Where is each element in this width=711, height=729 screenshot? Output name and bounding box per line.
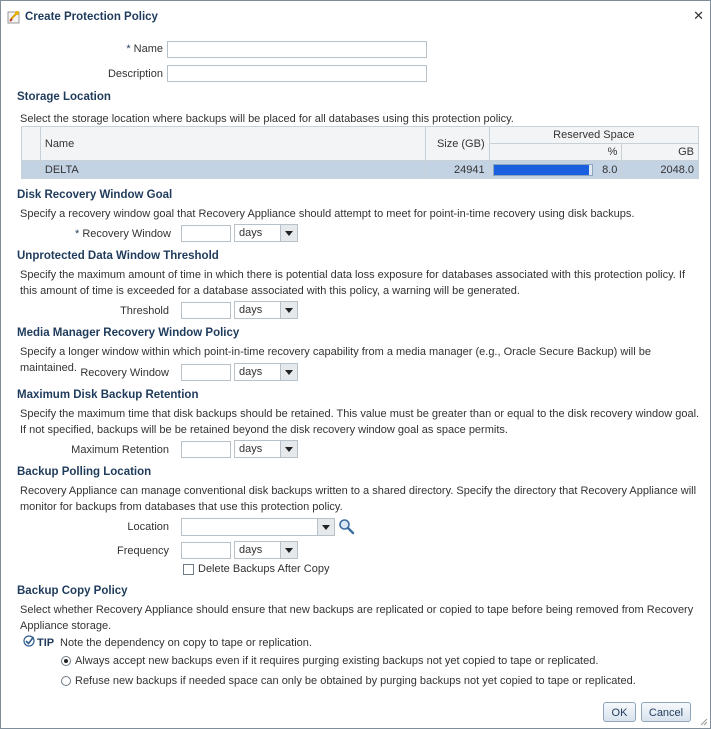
chevron-down-icon[interactable] — [280, 542, 297, 558]
location-select[interactable] — [181, 518, 335, 536]
row-percent-value: 8.0 — [602, 163, 618, 176]
copy-policy-description: Select whether Recovery Appliance should ensure that new backups are replicated or copied to tape before being removed from Recovery Appliance storage. — [20, 604, 694, 632]
row-percent — [489, 161, 622, 179]
chevron-down-icon[interactable] — [280, 302, 297, 318]
cancel-button[interactable]: Cancel — [641, 702, 691, 722]
row-selector[interactable] — [22, 161, 41, 179]
reserved-space-bar — [493, 164, 593, 176]
chevron-down-icon[interactable] — [280, 364, 297, 380]
unprotected-description: Specify the maximum amount of time in which there is potential data loss exposure for databases associated with this protection policy. If this amount of time is exceeded for a database associated with this policy, a warning will be generated. — [20, 269, 686, 297]
media-manager-description: Specify a longer window within which point-in-time recovery capability from a media manager (e.g., Oracle Secure Backup) will be maintained. — [20, 346, 651, 374]
tip-check-icon — [23, 635, 35, 647]
recovery-window-label: * Recovery Window — [75, 228, 171, 240]
frequency-input[interactable] — [181, 542, 231, 559]
copy-policy-heading: Backup Copy Policy — [17, 585, 128, 597]
dialog-titlebar — [1, 1, 710, 33]
table-selector-header — [22, 127, 41, 161]
threshold-unit-select[interactable]: days — [234, 301, 298, 319]
name-label: * Name — [126, 43, 163, 55]
unprotected-heading: Unprotected Data Window Threshold — [17, 250, 219, 262]
description-input[interactable] — [167, 65, 427, 82]
max-retention-heading: Maximum Disk Backup Retention — [17, 389, 199, 401]
option-refuse-new-label: Refuse new backups if needed space can only be obtained by purging backups not yet copied to tape or replicated. — [75, 675, 636, 687]
delete-after-copy-checkbox[interactable] — [183, 564, 194, 575]
col-header-percent[interactable]: % — [489, 144, 622, 161]
media-recovery-window-input[interactable] — [181, 364, 231, 381]
chevron-down-icon[interactable] — [317, 519, 334, 535]
recovery-window-unit-select[interactable]: days — [234, 224, 298, 242]
radio-refuse-new[interactable] — [61, 676, 71, 686]
policy-wizard-icon — [7, 10, 21, 24]
storage-location-heading: Storage Location — [17, 91, 111, 103]
media-recovery-window-unit-select[interactable]: days — [234, 363, 298, 381]
threshold-input[interactable] — [181, 302, 231, 319]
tip-label: TIP — [37, 637, 55, 649]
col-header-gb[interactable]: GB — [622, 144, 699, 161]
location-label: Location — [127, 521, 169, 533]
col-header-size[interactable]: Size (GB) — [425, 127, 489, 161]
recovery-window-input[interactable] — [181, 225, 231, 242]
polling-description: Recovery Appliance can manage conventional disk backups written to a shared directory. Specify the directory that Recovery Appliance will monitor for backups from databases that use this protection policy. — [20, 485, 697, 513]
disk-recovery-heading: Disk Recovery Window Goal — [17, 189, 173, 201]
row-size: 24941 — [425, 161, 489, 179]
radio-always-accept[interactable] — [61, 656, 71, 666]
max-retention-input[interactable] — [181, 441, 231, 458]
col-header-name[interactable]: Name — [40, 127, 425, 161]
search-icon[interactable] — [338, 518, 356, 535]
chevron-down-icon[interactable] — [280, 225, 297, 241]
chevron-down-icon[interactable] — [280, 441, 297, 457]
max-retention-unit-select[interactable]: days — [234, 440, 298, 458]
col-header-reserved-space: Reserved Space — [489, 127, 698, 144]
polling-heading: Backup Polling Location — [17, 466, 152, 478]
storage-location-table — [21, 126, 699, 179]
row-gb: 2048.0 — [622, 161, 699, 179]
option-always-accept-label: Always accept new backups even if it requires purging existing backups not yet copied to tape or replicated. — [75, 655, 599, 667]
max-retention-description: Specify the maximum time that disk backups should be retained. This value must be greater than or equal to the disk recovery window goal. If not specified, backups will be be retained beyond the disk recovery window goal as space permits. — [20, 408, 700, 436]
disk-recovery-description: Specify a recovery window goal that Recovery Appliance should attempt to meet for point-in-time recovery using disk backups. — [20, 208, 635, 220]
frequency-unit-select[interactable]: days — [234, 541, 298, 559]
media-manager-heading: Media Manager Recovery Window Policy — [17, 327, 240, 339]
resize-grip-icon[interactable] — [699, 717, 708, 726]
ok-button[interactable]: OK — [603, 702, 636, 722]
delete-after-copy-label: Delete Backups After Copy — [198, 563, 330, 575]
threshold-label: Threshold — [120, 305, 169, 317]
tip-text: Note the dependency on copy to tape or replication. — [60, 637, 312, 649]
frequency-label: Frequency — [117, 545, 169, 557]
close-icon[interactable]: ✕ — [693, 8, 704, 23]
reserved-space-bar-fill — [494, 165, 590, 175]
description-label: Description — [107, 68, 163, 80]
max-retention-label: Maximum Retention — [71, 444, 169, 456]
dialog-title: Create Protection Policy — [25, 11, 158, 23]
table-row[interactable] — [22, 161, 699, 179]
media-recovery-window-label: Recovery Window — [80, 367, 169, 379]
storage-location-description: Select the storage location where backups will be placed for all databases using this protection policy. — [20, 113, 514, 125]
name-input[interactable] — [167, 41, 427, 58]
row-name: DELTA — [40, 161, 425, 179]
